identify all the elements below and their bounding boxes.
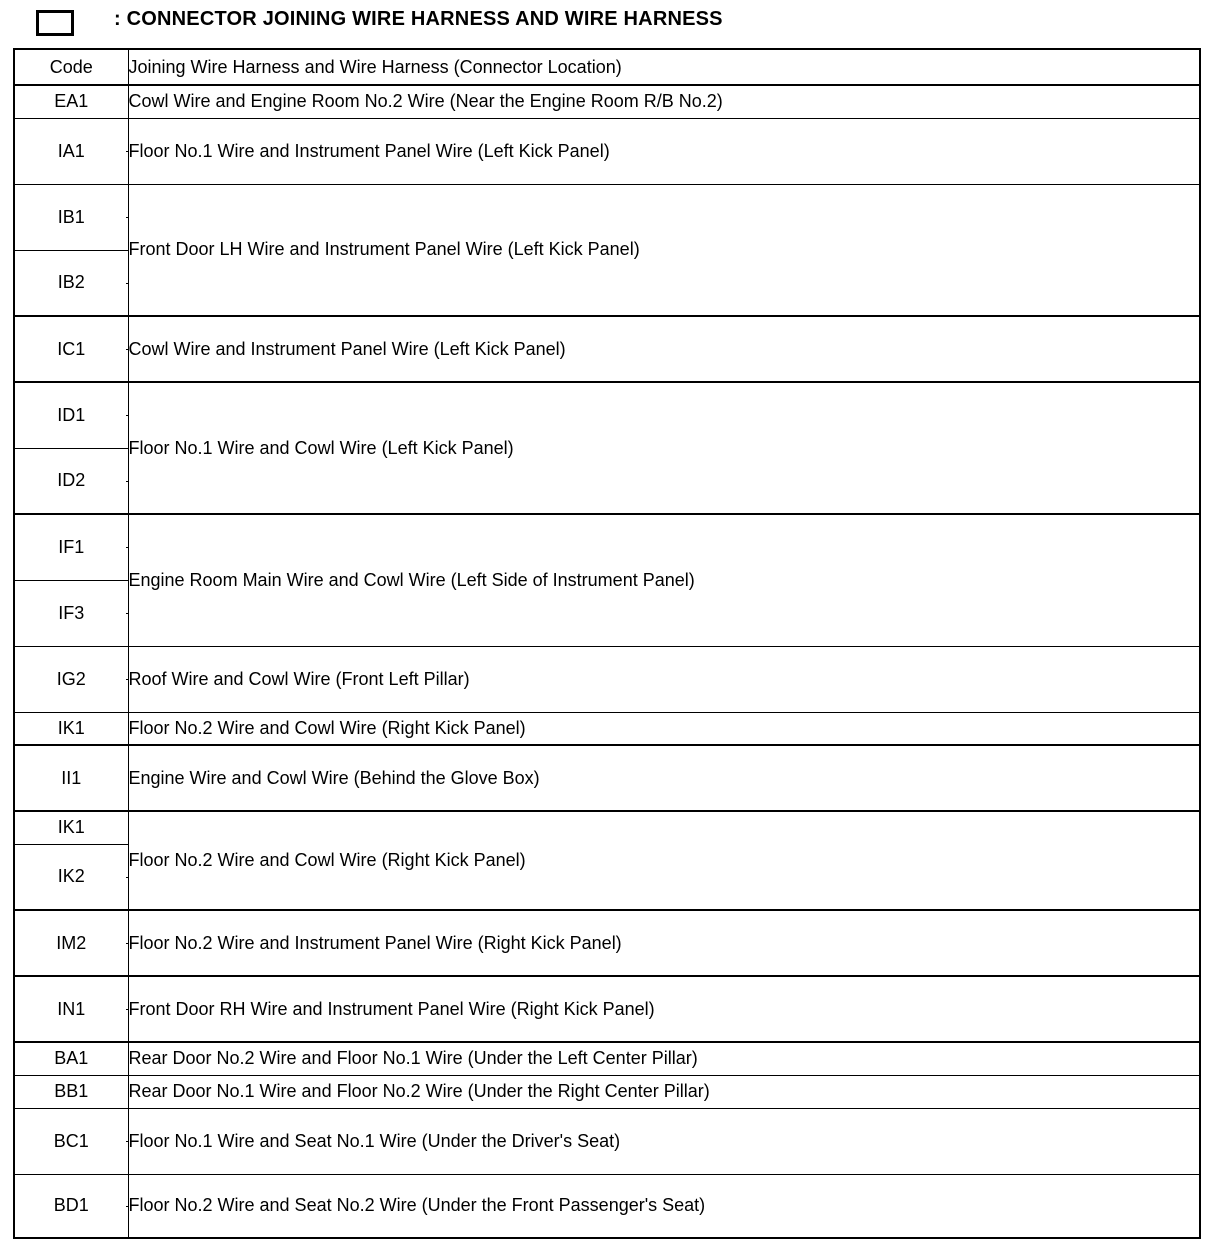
leader-tick: [126, 943, 129, 944]
description-column-header: Joining Wire Harness and Wire Harness (Connector Location): [128, 49, 1200, 85]
connector-description: Floor No.2 Wire and Seat No.2 Wire (Under the Front Passenger's Seat): [128, 1174, 1200, 1238]
table-row: [14, 976, 1200, 1042]
table-row: [14, 712, 1200, 745]
leader-tick: [126, 1206, 129, 1207]
leader-tick: [126, 481, 129, 482]
table-row: [14, 316, 1200, 382]
connector-code-label: IF1: [58, 536, 85, 557]
connector-code: [14, 910, 128, 976]
connector-description: Floor No.1 Wire and Seat No.1 Wire (Under the Driver's Seat): [128, 1108, 1200, 1174]
connector-description: Floor No.1 Wire and Cowl Wire (Left Kick Panel): [128, 382, 1200, 514]
connector-code-label: IK2: [57, 866, 85, 887]
connector-description: Cowl Wire and Engine Room No.2 Wire (Near the Engine Room R/B No.2): [128, 85, 1200, 118]
connector-description: Engine Room Main Wire and Cowl Wire (Left Side of Instrument Panel): [128, 514, 1200, 646]
connector-code: [14, 250, 128, 316]
connector-code: [14, 382, 128, 448]
connector-code: [14, 184, 128, 250]
connector-code: [14, 580, 128, 646]
leader-tick: [126, 1141, 129, 1142]
connector-code-label: IB1: [57, 206, 85, 227]
table-row: [14, 1075, 1200, 1108]
table-row: [14, 910, 1200, 976]
connector-code: BA1: [14, 1042, 128, 1075]
outline-box-icon: [36, 10, 74, 36]
connector-code-label: IG2: [56, 668, 86, 689]
connector-code-label: BD1: [53, 1195, 89, 1216]
connector-description: Rear Door No.1 Wire and Floor No.2 Wire (Under the Right Center Pillar): [128, 1075, 1200, 1108]
connector-code-label: IB2: [57, 272, 85, 293]
connector-description: Engine Wire and Cowl Wire (Behind the Glove Box): [128, 745, 1200, 811]
connector-code: [14, 316, 128, 382]
connector-code: IK1: [14, 712, 128, 745]
table-row: [14, 184, 1200, 250]
connector-description: Floor No.2 Wire and Instrument Panel Wire (Right Kick Panel): [128, 910, 1200, 976]
connector-code-label: IC1: [57, 338, 86, 359]
table-row: [14, 646, 1200, 712]
connector-code: [14, 118, 128, 184]
leader-tick: [126, 613, 129, 614]
connector-code-label: IF3: [58, 602, 85, 623]
connector-code: [14, 514, 128, 580]
table-row: [14, 118, 1200, 184]
table-row: [14, 1174, 1200, 1238]
table-row: [14, 1108, 1200, 1174]
connector-description: Floor No.1 Wire and Instrument Panel Wire (Left Kick Panel): [128, 118, 1200, 184]
connector-code: [14, 448, 128, 514]
connector-description: Floor No.2 Wire and Cowl Wire (Right Kick Panel): [128, 712, 1200, 745]
table-row: [14, 1042, 1200, 1075]
leader-tick: [126, 679, 129, 680]
connector-code: BB1: [14, 1075, 128, 1108]
table-row: [14, 514, 1200, 580]
connector-description: Front Door LH Wire and Instrument Panel Wire (Left Kick Panel): [128, 184, 1200, 316]
table-row: [14, 85, 1200, 118]
table-header-row: [14, 49, 1200, 85]
connector-code: [14, 646, 128, 712]
leader-tick: [126, 349, 129, 350]
connector-code: [14, 976, 128, 1042]
connector-description: Rear Door No.2 Wire and Floor No.1 Wire (Under the Left Center Pillar): [128, 1042, 1200, 1075]
page-title: : CONNECTOR JOINING WIRE HARNESS AND WIRE HARNESS: [114, 8, 723, 30]
connector-code-label: BC1: [53, 1130, 89, 1151]
connector-code-label: IM2: [56, 932, 87, 953]
connector-code-label: ID2: [57, 470, 86, 491]
connector-table: [13, 48, 1201, 1239]
connector-code-label: IN1: [57, 998, 86, 1019]
table-row: [14, 811, 1200, 844]
connector-description: Front Door RH Wire and Instrument Panel Wire (Right Kick Panel): [128, 976, 1200, 1042]
connector-code: II1: [14, 745, 128, 811]
connector-code-label: ID1: [57, 404, 86, 425]
leader-tick: [126, 415, 129, 416]
connector-description: Floor No.2 Wire and Cowl Wire (Right Kick Panel): [128, 811, 1200, 910]
connector-description: Cowl Wire and Instrument Panel Wire (Left Kick Panel): [128, 316, 1200, 382]
table-row: [14, 745, 1200, 811]
leader-tick: [126, 547, 129, 548]
connector-code: [14, 844, 128, 910]
connector-code: [14, 1108, 128, 1174]
connector-code: EA1: [14, 85, 128, 118]
leader-tick: [126, 1009, 129, 1010]
connector-code: IK1: [14, 811, 128, 844]
connector-description: Roof Wire and Cowl Wire (Front Left Pillar): [128, 646, 1200, 712]
leader-tick: [126, 217, 129, 218]
connector-code: [14, 1174, 128, 1238]
leader-tick: [126, 877, 129, 878]
code-column-header: Code: [14, 49, 128, 85]
leader-tick: [126, 151, 129, 152]
leader-tick: [126, 283, 129, 284]
connector-code-label: IA1: [57, 140, 85, 161]
table-row: [14, 382, 1200, 448]
